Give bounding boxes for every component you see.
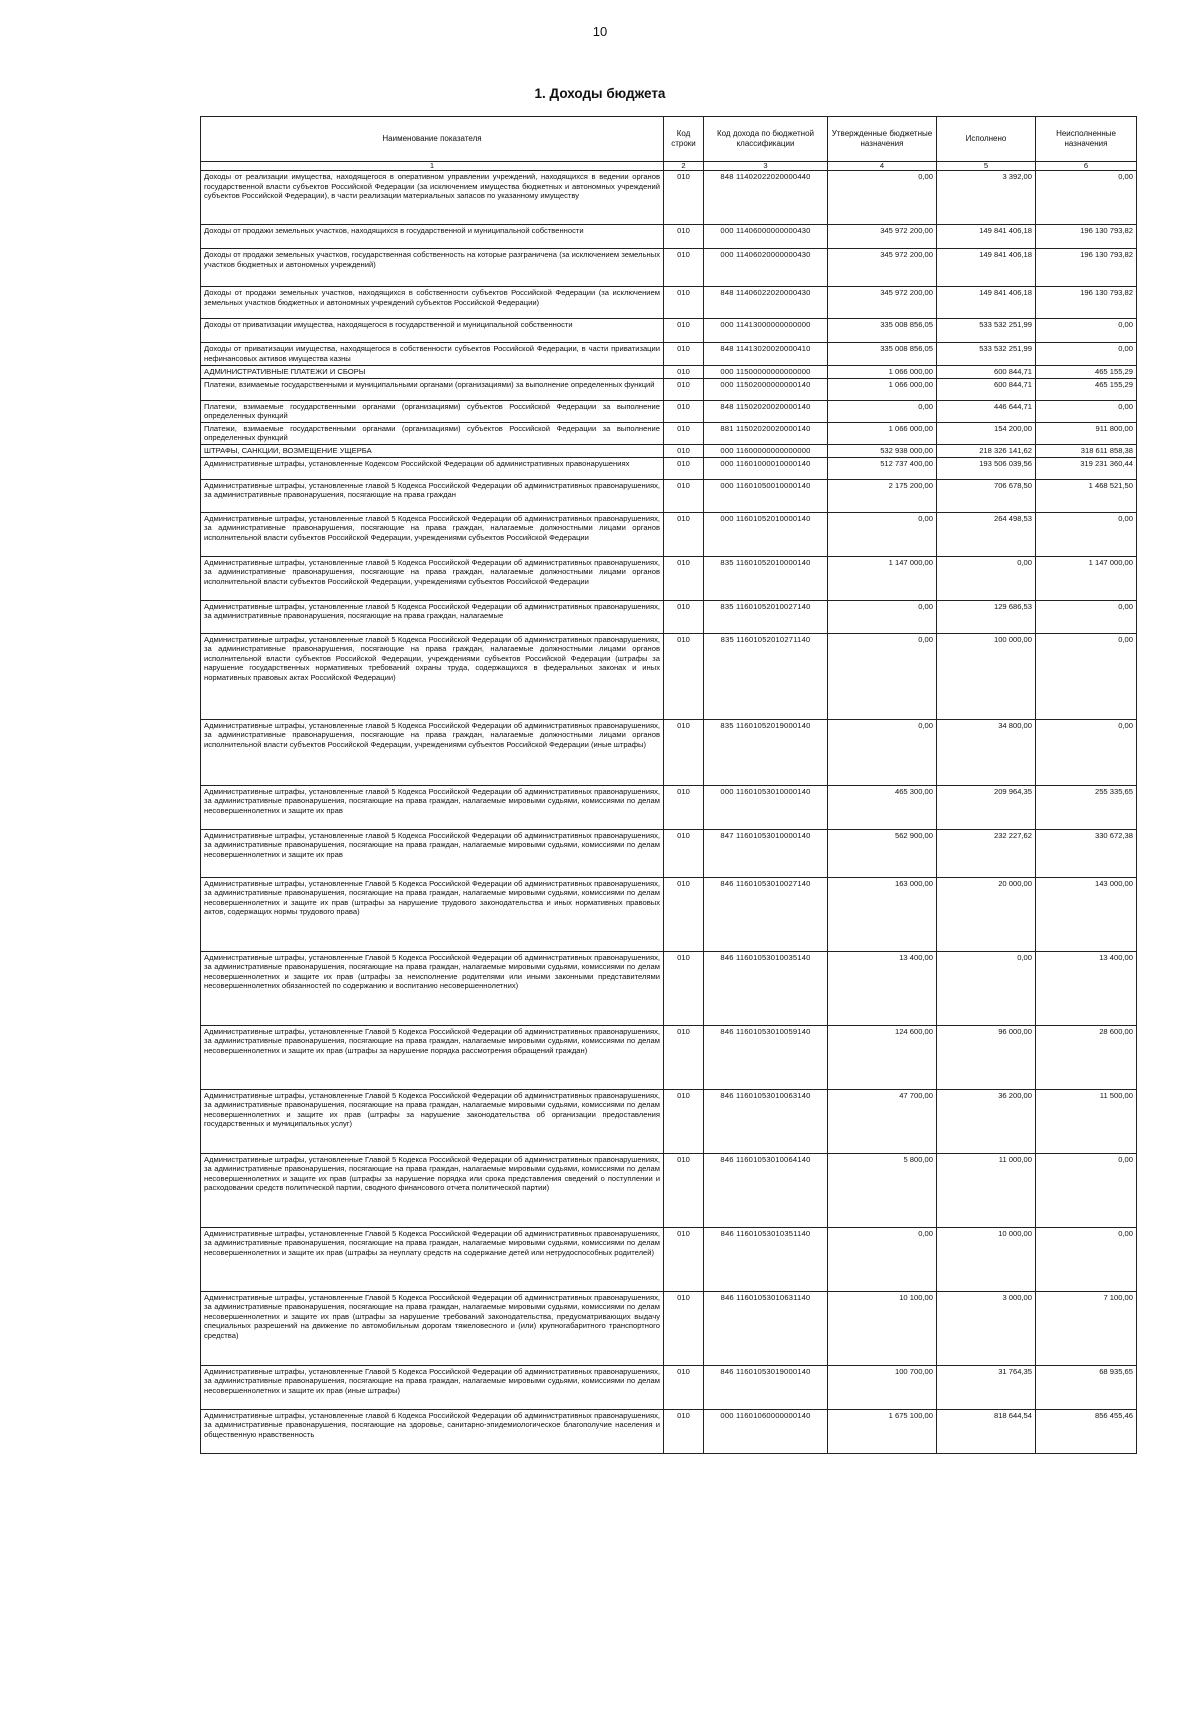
table-row xyxy=(201,1153,1137,1227)
column-number: 3 xyxy=(704,162,828,171)
table-row xyxy=(201,829,1137,877)
indicator-name-cell: Административные штрафы, установленные Главой 5 Кодекса Российской Федерации об административных правонарушениях, за административные правонарушения, посягающие на права граждан, налагаемые мировыми судьями, комиссиями по делам несовершеннолетних и защите их прав (штрафы за нарушение требований законодательства, предусматривающих выдачу специальных разрешений на движение по автомобильным дорогам тяжеловесного и (или) крупногабаритного транспортного средства) xyxy=(201,1291,664,1365)
line-code-cell: 010 xyxy=(664,556,704,600)
approved-amount-cell: 1 066 000,00 xyxy=(828,422,937,444)
income-code-cell: 846 11601053010631140 xyxy=(704,1291,828,1365)
unexecuted-amount-cell: 465 155,29 xyxy=(1036,378,1137,400)
approved-amount-cell: 13 400,00 xyxy=(828,951,937,1025)
executed-amount-cell: 10 000,00 xyxy=(937,1227,1036,1291)
executed-amount-cell: 209 964,35 xyxy=(937,785,1036,829)
table-header-row xyxy=(201,117,1137,162)
table-row xyxy=(201,877,1137,951)
executed-amount-cell: 96 000,00 xyxy=(937,1025,1036,1089)
executed-amount-cell: 600 844,71 xyxy=(937,366,1036,379)
table-row xyxy=(201,951,1137,1025)
table-row xyxy=(201,287,1137,319)
approved-amount-cell: 335 008 856,05 xyxy=(828,343,937,366)
line-code-cell: 010 xyxy=(664,1089,704,1153)
line-code-cell: 010 xyxy=(664,249,704,287)
approved-amount-cell: 0,00 xyxy=(828,719,937,785)
income-code-cell: 846 11601053010064140 xyxy=(704,1153,828,1227)
approved-amount-cell: 163 000,00 xyxy=(828,877,937,951)
line-code-cell: 010 xyxy=(664,422,704,444)
approved-amount-cell: 1 147 000,00 xyxy=(828,556,937,600)
line-code-cell: 010 xyxy=(664,633,704,719)
table-row xyxy=(201,785,1137,829)
unexecuted-amount-cell: 68 935,65 xyxy=(1036,1365,1137,1409)
indicator-name-cell: Административные штрафы, установленные главой 5 Кодекса Российской Федерации об административных правонарушениях, за административные правонарушения, посягающие на права граждан, налагаемые мировыми судьями, комиссиями по делам несовершеннолетних и защите их прав xyxy=(201,785,664,829)
approved-amount-cell: 0,00 xyxy=(828,633,937,719)
executed-amount-cell: 154 200,00 xyxy=(937,422,1036,444)
approved-amount-cell: 1 066 000,00 xyxy=(828,378,937,400)
executed-amount-cell: 264 498,53 xyxy=(937,512,1036,556)
approved-amount-cell: 0,00 xyxy=(828,171,937,225)
line-code-cell: 010 xyxy=(664,600,704,633)
approved-amount-cell: 345 972 200,00 xyxy=(828,225,937,249)
table-row xyxy=(201,225,1137,249)
table-row xyxy=(201,719,1137,785)
indicator-name-cell: Административные штрафы, установленные главой 5 Кодекса Российской Федерации об административных правонарушениях, за административные правонарушения, посягающие на права граждан, налагаемые должностными лицами органов исполнительной власти субъектов Российской Федерации, учреждениями субъектов Российской Федерации (иные штрафы) xyxy=(201,719,664,785)
column-number-row xyxy=(201,162,1137,171)
table-row xyxy=(201,378,1137,400)
executed-amount-cell: 3 392,00 xyxy=(937,171,1036,225)
header-approved: Утвержденные бюджетные назначения xyxy=(828,117,937,162)
line-code-cell: 010 xyxy=(664,1153,704,1227)
approved-amount-cell: 124 600,00 xyxy=(828,1025,937,1089)
approved-amount-cell: 2 175 200,00 xyxy=(828,479,937,512)
executed-amount-cell: 3 000,00 xyxy=(937,1291,1036,1365)
income-code-cell: 846 11601053010035140 xyxy=(704,951,828,1025)
executed-amount-cell: 129 686,53 xyxy=(937,600,1036,633)
executed-amount-cell: 34 800,00 xyxy=(937,719,1036,785)
income-code-cell: 835 11601052010000140 xyxy=(704,556,828,600)
table-row xyxy=(201,556,1137,600)
unexecuted-amount-cell: 319 231 360,44 xyxy=(1036,457,1137,479)
unexecuted-amount-cell: 0,00 xyxy=(1036,719,1137,785)
line-code-cell: 010 xyxy=(664,1365,704,1409)
income-code-cell: 000 11500000000000000 xyxy=(704,366,828,379)
line-code-cell: 010 xyxy=(664,171,704,225)
column-number: 1 xyxy=(201,162,664,171)
income-code-cell: 846 11601053010059140 xyxy=(704,1025,828,1089)
approved-amount-cell: 465 300,00 xyxy=(828,785,937,829)
income-code-cell: 000 11601050010000140 xyxy=(704,479,828,512)
income-code-cell: 848 11402022020000440 xyxy=(704,171,828,225)
executed-amount-cell: 446 644,71 xyxy=(937,400,1036,422)
line-code-cell: 010 xyxy=(664,378,704,400)
approved-amount-cell: 532 938 000,00 xyxy=(828,444,937,457)
indicator-name-cell: Платежи, взимаемые государственными органами (организациями) субъектов Российской Федерации за выполнение определенных функций xyxy=(201,422,664,444)
income-code-cell: 848 11406022020000430 xyxy=(704,287,828,319)
table-row xyxy=(201,171,1137,225)
indicator-name-cell: Доходы от продажи земельных участков, находящихся в государственной и муниципальной собственности xyxy=(201,225,664,249)
header-unexecuted: Неисполненные назначения xyxy=(1036,117,1137,162)
unexecuted-amount-cell: 0,00 xyxy=(1036,319,1137,343)
unexecuted-amount-cell: 196 130 793,82 xyxy=(1036,249,1137,287)
income-code-cell: 848 11413020020000410 xyxy=(704,343,828,366)
line-code-cell: 010 xyxy=(664,479,704,512)
income-code-cell: 835 11601052010027140 xyxy=(704,600,828,633)
table-row xyxy=(201,479,1137,512)
executed-amount-cell: 149 841 406,18 xyxy=(937,249,1036,287)
table-body xyxy=(201,171,1137,1454)
unexecuted-amount-cell: 0,00 xyxy=(1036,1153,1137,1227)
budget-income-table xyxy=(200,116,1137,1454)
approved-amount-cell: 562 900,00 xyxy=(828,829,937,877)
indicator-name-cell: Административные штрафы, установленные главой 5 Кодекса Российской Федерации об административных правонарушениях, за административные правонарушения, посягающие на права граждан, налагаемые мировыми судьями, комиссиями по делам несовершеннолетних и защите их прав xyxy=(201,829,664,877)
table-row xyxy=(201,512,1137,556)
indicator-name-cell: Доходы от приватизации имущества, находящегося в государственной и муниципальной собственности xyxy=(201,319,664,343)
page-number: 10 xyxy=(592,24,608,39)
table-row xyxy=(201,1365,1137,1409)
line-code-cell: 010 xyxy=(664,877,704,951)
table-row xyxy=(201,249,1137,287)
line-code-cell: 010 xyxy=(664,457,704,479)
indicator-name-cell: Платежи, взимаемые государственными органами (организациями) субъектов Российской Федерации за выполнение определенных функций xyxy=(201,400,664,422)
executed-amount-cell: 149 841 406,18 xyxy=(937,287,1036,319)
indicator-name-cell: Доходы от продажи земельных участков, государственная собственность на которые разграничена (за исключением земельных участков бюджетных и автономных учреждений) xyxy=(201,249,664,287)
unexecuted-amount-cell: 0,00 xyxy=(1036,512,1137,556)
indicator-name-cell: ШТРАФЫ, САНКЦИИ, ВОЗМЕЩЕНИЕ УЩЕРБА xyxy=(201,444,664,457)
line-code-cell: 010 xyxy=(664,1409,704,1453)
executed-amount-cell: 31 764,35 xyxy=(937,1365,1036,1409)
executed-amount-cell: 818 644,54 xyxy=(937,1409,1036,1453)
table-row xyxy=(201,422,1137,444)
income-code-cell: 000 11601000010000140 xyxy=(704,457,828,479)
unexecuted-amount-cell: 196 130 793,82 xyxy=(1036,225,1137,249)
income-code-cell: 000 11502000000000140 xyxy=(704,378,828,400)
executed-amount-cell: 36 200,00 xyxy=(937,1089,1036,1153)
column-number: 4 xyxy=(828,162,937,171)
table-row xyxy=(201,1227,1137,1291)
income-code-cell: 846 11601053010063140 xyxy=(704,1089,828,1153)
approved-amount-cell: 10 100,00 xyxy=(828,1291,937,1365)
indicator-name-cell: Административные штрафы, установленные Главой 5 Кодекса Российской Федерации об административных правонарушениях, за административные правонарушения, посягающие на права граждан, налагаемые мировыми судьями, комиссиями по делам несовершеннолетних и защите их прав (штрафы за неуплату средств на содержание детей или нетрудоспособных родителей) xyxy=(201,1227,664,1291)
approved-amount-cell: 47 700,00 xyxy=(828,1089,937,1153)
executed-amount-cell: 11 000,00 xyxy=(937,1153,1036,1227)
approved-amount-cell: 1 675 100,00 xyxy=(828,1409,937,1453)
executed-amount-cell: 533 532 251,99 xyxy=(937,343,1036,366)
unexecuted-amount-cell: 28 600,00 xyxy=(1036,1025,1137,1089)
unexecuted-amount-cell: 0,00 xyxy=(1036,600,1137,633)
unexecuted-amount-cell: 1 147 000,00 xyxy=(1036,556,1137,600)
indicator-name-cell: Административные штрафы, установленные Главой 5 Кодекса Российской Федерации об административных правонарушениях, за административные правонарушения, посягающие на права граждан, налагаемые мировыми судьями, комиссиями по делам несовершеннолетних и защите их прав (штрафы за нарушение порядка или срока представления сведений о поступлении и расходовании средств политической партии, сводного финансового отчета политической партии) xyxy=(201,1153,664,1227)
table-row xyxy=(201,400,1137,422)
unexecuted-amount-cell: 318 611 858,38 xyxy=(1036,444,1137,457)
executed-amount-cell: 100 000,00 xyxy=(937,633,1036,719)
line-code-cell: 010 xyxy=(664,444,704,457)
indicator-name-cell: Административные штрафы, установленные Главой 5 Кодекса Российской Федерации об административных правонарушениях, за административные правонарушения, посягающие на права граждан, налагаемые мировыми судьями, комиссиями по делам несовершеннолетних и защите их прав (штрафы за нарушение порядка рассмотрения обращений граждан) xyxy=(201,1025,664,1089)
table-row xyxy=(201,444,1137,457)
column-number: 5 xyxy=(937,162,1036,171)
income-code-cell: 846 11601053010351140 xyxy=(704,1227,828,1291)
table-row xyxy=(201,1089,1137,1153)
line-code-cell: 010 xyxy=(664,829,704,877)
table-row xyxy=(201,1025,1137,1089)
indicator-name-cell: Административные штрафы, установленные главой 5 Кодекса Российской Федерации об административных правонарушениях, за административные правонарушения, посягающие на права граждан xyxy=(201,479,664,512)
indicator-name-cell: Административные штрафы, установленные главой 5 Кодекса Российской Федерации об административных правонарушениях, за административные правонарушения, посягающие на права граждан, налагаемые должностными лицами органов исполнительной власти субъектов Российской Федерации, учреждениями субъектов Российской Федерации xyxy=(201,512,664,556)
line-code-cell: 010 xyxy=(664,1025,704,1089)
income-code-cell: 848 11502020020000140 xyxy=(704,400,828,422)
indicator-name-cell: Административные штрафы, установленные главой 5 Кодекса Российской Федерации об административных правонарушениях, за административные правонарушения, посягающие на права граждан, налагаемые xyxy=(201,600,664,633)
unexecuted-amount-cell: 330 672,38 xyxy=(1036,829,1137,877)
income-code-cell: 000 11406020000000430 xyxy=(704,249,828,287)
unexecuted-amount-cell: 196 130 793,82 xyxy=(1036,287,1137,319)
income-code-cell: 846 11601053010027140 xyxy=(704,877,828,951)
line-code-cell: 010 xyxy=(664,287,704,319)
executed-amount-cell: 533 532 251,99 xyxy=(937,319,1036,343)
executed-amount-cell: 600 844,71 xyxy=(937,378,1036,400)
indicator-name-cell: Административные штрафы, установленные Главой 5 Кодекса Российской Федерации об административных правонарушениях, за административные правонарушения, посягающие на права граждан, налагаемые мировыми судьями, комиссиями по делам несовершеннолетних и защите их прав (штрафы за нарушение законодательства об организации предоставления государственных и муниципальных услуг) xyxy=(201,1089,664,1153)
header-executed: Исполнено xyxy=(937,117,1036,162)
unexecuted-amount-cell: 143 000,00 xyxy=(1036,877,1137,951)
approved-amount-cell: 335 008 856,05 xyxy=(828,319,937,343)
indicator-name-cell: Административные штрафы, установленные главой 5 Кодекса Российской Федерации об административных правонарушениях, за административные правонарушения, посягающие на права граждан, налагаемые должностными лицами органов исполнительной власти субъектов Российской Федерации, учреждениями субъектов Российской Федерации (штрафы за нарушение государственных нормативных требований охраны труда, содержащихся в федеральных законах и иных нормативных правовых актах Российской Федерации) xyxy=(201,633,664,719)
indicator-name-cell: Доходы от реализации имущества, находящегося в оперативном управлении учреждений, находящихся в ведении органов государственной власти субъектов Российской Федерации (за исключением имущества бюджетных и автономных учреждений субъектов Российской Федерации), в части реализации материальных запасов по указанному имуществу xyxy=(201,171,664,225)
income-code-cell: 000 11406000000000430 xyxy=(704,225,828,249)
approved-amount-cell: 5 800,00 xyxy=(828,1153,937,1227)
indicator-name-cell: АДМИНИСТРАТИВНЫЕ ПЛАТЕЖИ И СБОРЫ xyxy=(201,366,664,379)
income-code-cell: 835 11601052019000140 xyxy=(704,719,828,785)
unexecuted-amount-cell: 13 400,00 xyxy=(1036,951,1137,1025)
unexecuted-amount-cell: 0,00 xyxy=(1036,171,1137,225)
approved-amount-cell: 1 066 000,00 xyxy=(828,366,937,379)
indicator-name-cell: Административные штрафы, установленные Главой 5 Кодекса Российской Федерации об административных правонарушениях, за административные правонарушения, посягающие на права граждан, налагаемые мировыми судьями, комиссиями по делам несовершеннолетних и защите их прав (штрафы за нарушение трудового законодательства и иных нормативных правовых актов, содержащих нормы трудового права) xyxy=(201,877,664,951)
unexecuted-amount-cell: 0,00 xyxy=(1036,633,1137,719)
line-code-cell: 010 xyxy=(664,719,704,785)
column-number: 6 xyxy=(1036,162,1137,171)
executed-amount-cell: 193 506 039,56 xyxy=(937,457,1036,479)
income-code-cell: 000 11600000000000000 xyxy=(704,444,828,457)
indicator-name-cell: Административные штрафы, установленные Кодексом Российской Федерации об административных правонарушениях xyxy=(201,457,664,479)
unexecuted-amount-cell: 11 500,00 xyxy=(1036,1089,1137,1153)
table-row xyxy=(201,457,1137,479)
indicator-name-cell: Доходы от приватизации имущества, находящегося в собственности субъектов Российской Федерации, в части приватизации нефинансовых активов имущества казны xyxy=(201,343,664,366)
line-code-cell: 010 xyxy=(664,1291,704,1365)
income-code-cell: 846 11601053019000140 xyxy=(704,1365,828,1409)
line-code-cell: 010 xyxy=(664,400,704,422)
approved-amount-cell: 0,00 xyxy=(828,512,937,556)
executed-amount-cell: 706 678,50 xyxy=(937,479,1036,512)
executed-amount-cell: 0,00 xyxy=(937,556,1036,600)
indicator-name-cell: Административные штрафы, установленные Главой 5 Кодекса Российской Федерации об административных правонарушениях, за административные правонарушения, посягающие на права граждан, налагаемые мировыми судьями, комиссиями по делам несовершеннолетних и защите их прав (иные штрафы) xyxy=(201,1365,664,1409)
line-code-cell: 010 xyxy=(664,1227,704,1291)
approved-amount-cell: 0,00 xyxy=(828,1227,937,1291)
unexecuted-amount-cell: 0,00 xyxy=(1036,343,1137,366)
approved-amount-cell: 0,00 xyxy=(828,600,937,633)
table-row xyxy=(201,1291,1137,1365)
table-row xyxy=(201,366,1137,379)
approved-amount-cell: 345 972 200,00 xyxy=(828,249,937,287)
income-code-cell: 000 11413000000000000 xyxy=(704,319,828,343)
unexecuted-amount-cell: 0,00 xyxy=(1036,400,1137,422)
indicator-name-cell: Платежи, взимаемые государственными и муниципальными органами (организациями) за выполнение определенных функций xyxy=(201,378,664,400)
table-row xyxy=(201,343,1137,366)
unexecuted-amount-cell: 255 335,65 xyxy=(1036,785,1137,829)
executed-amount-cell: 218 326 141,62 xyxy=(937,444,1036,457)
executed-amount-cell: 20 000,00 xyxy=(937,877,1036,951)
header-income-code: Код дохода по бюджетной классификации xyxy=(704,117,828,162)
approved-amount-cell: 345 972 200,00 xyxy=(828,287,937,319)
indicator-name-cell: Доходы от продажи земельных участков, находящихся в собственности субъектов Российской Федерации (за исключением земельных участков бюджетных и автономных учреждений субъектов Российской Федерации) xyxy=(201,287,664,319)
line-code-cell: 010 xyxy=(664,225,704,249)
indicator-name-cell: Административные штрафы, установленные главой 5 Кодекса Российской Федерации об административных правонарушениях, за административные правонарушения, посягающие на права граждан, налагаемые должностными лицами органов исполнительной власти субъектов Российской Федерации, учреждениями субъектов Российской Федерации xyxy=(201,556,664,600)
unexecuted-amount-cell: 7 100,00 xyxy=(1036,1291,1137,1365)
line-code-cell: 010 xyxy=(664,951,704,1025)
line-code-cell: 010 xyxy=(664,343,704,366)
document-title: 1. Доходы бюджета xyxy=(534,86,666,101)
table-row xyxy=(201,1409,1137,1453)
unexecuted-amount-cell: 465 155,29 xyxy=(1036,366,1137,379)
income-code-cell: 835 11601052010271140 xyxy=(704,633,828,719)
approved-amount-cell: 0,00 xyxy=(828,400,937,422)
table-row xyxy=(201,633,1137,719)
column-number: 2 xyxy=(664,162,704,171)
income-code-cell: 847 11601053010000140 xyxy=(704,829,828,877)
approved-amount-cell: 100 700,00 xyxy=(828,1365,937,1409)
header-line-code: Код строки xyxy=(664,117,704,162)
unexecuted-amount-cell: 911 800,00 xyxy=(1036,422,1137,444)
unexecuted-amount-cell: 1 468 521,50 xyxy=(1036,479,1137,512)
line-code-cell: 010 xyxy=(664,512,704,556)
table-row xyxy=(201,319,1137,343)
table-row xyxy=(201,600,1137,633)
executed-amount-cell: 232 227,62 xyxy=(937,829,1036,877)
line-code-cell: 010 xyxy=(664,319,704,343)
approved-amount-cell: 512 737 400,00 xyxy=(828,457,937,479)
unexecuted-amount-cell: 856 455,46 xyxy=(1036,1409,1137,1453)
indicator-name-cell: Административные штрафы, установленные главой 6 Кодекса Российской Федерации об административных правонарушениях, за административные правонарушения, посягающие на здоровье, санитарно-эпидемиологическое благополучие населения и общественную нравственность xyxy=(201,1409,664,1453)
header-indicator-name: Наименование показателя xyxy=(201,117,664,162)
income-code-cell: 000 11601060000000140 xyxy=(704,1409,828,1453)
line-code-cell: 010 xyxy=(664,785,704,829)
executed-amount-cell: 0,00 xyxy=(937,951,1036,1025)
line-code-cell: 010 xyxy=(664,366,704,379)
income-code-cell: 881 11502020020000140 xyxy=(704,422,828,444)
unexecuted-amount-cell: 0,00 xyxy=(1036,1227,1137,1291)
income-code-cell: 000 11601053010000140 xyxy=(704,785,828,829)
indicator-name-cell: Административные штрафы, установленные Главой 5 Кодекса Российской Федерации об административных правонарушениях, за административные правонарушения, посягающие на права граждан, налагаемые мировыми судьями, комиссиями по делам несовершеннолетних и защите их прав (штрафы за неисполнение родителями или иными законными представителями несовершеннолетних обязанностей по содержанию и воспитанию несовершеннолетних) xyxy=(201,951,664,1025)
executed-amount-cell: 149 841 406,18 xyxy=(937,225,1036,249)
income-code-cell: 000 11601052010000140 xyxy=(704,512,828,556)
